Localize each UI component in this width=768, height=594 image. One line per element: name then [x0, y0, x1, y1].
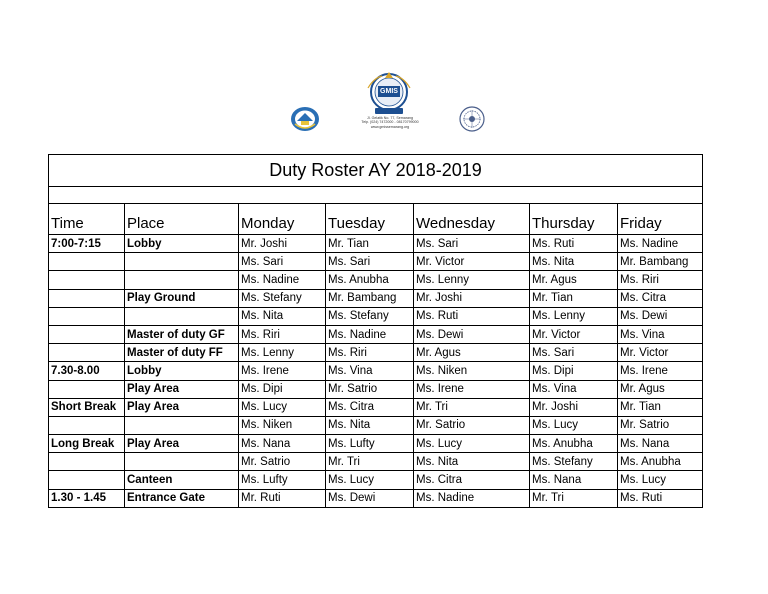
- cell-wednesday: Ms. Sari: [414, 235, 530, 253]
- cell-tuesday: Ms. Nadine: [326, 325, 414, 343]
- cell-wednesday: Ms. Lenny: [414, 271, 530, 289]
- header-place: Place: [125, 204, 239, 235]
- cell-time: [49, 307, 125, 325]
- cell-thursday: Mr. Tian: [530, 289, 618, 307]
- cell-thursday: Ms. Lucy: [530, 416, 618, 434]
- cell-friday: Mr. Satrio: [618, 416, 703, 434]
- cell-tuesday: Ms. Anubha: [326, 271, 414, 289]
- cell-monday: Ms. Dipi: [239, 380, 326, 398]
- cell-tuesday: Mr. Satrio: [326, 380, 414, 398]
- cell-time: [49, 253, 125, 271]
- header-row: [49, 204, 703, 235]
- address-line-1: Jl. Gelatik No. 77, Semarang: [367, 116, 413, 120]
- cell-monday: Ms. Riri: [239, 325, 326, 343]
- cell-friday: Ms. Ruti: [618, 489, 703, 507]
- header-monday: Monday: [239, 204, 326, 235]
- cell-monday: Mr. Satrio: [239, 453, 326, 471]
- cell-tuesday: Mr. Bambang: [326, 289, 414, 307]
- address-line-2: Telp. (024) 7472000 - 08170799000: [361, 120, 419, 125]
- cell-wednesday: Mr. Agus: [414, 344, 530, 362]
- cell-time: 1.30 - 1.45: [49, 489, 125, 507]
- header-friday: Friday: [618, 204, 703, 235]
- duty-roster-table: [48, 154, 703, 508]
- header-tuesday: Tuesday: [326, 204, 414, 235]
- cell-wednesday: Ms. Nita: [414, 453, 530, 471]
- cell-thursday: Ms. Stefany: [530, 453, 618, 471]
- cell-time: [49, 325, 125, 343]
- cell-monday: Ms. Lenny: [239, 344, 326, 362]
- cell-friday: Ms. Dewi: [618, 307, 703, 325]
- cell-wednesday: Ms. Citra: [414, 471, 530, 489]
- cell-place: Master of duty GF: [125, 325, 239, 343]
- cell-time: [49, 344, 125, 362]
- title-row: [49, 155, 703, 187]
- cell-tuesday: Ms. Nita: [326, 416, 414, 434]
- table-row: [49, 435, 703, 453]
- cell-place: [125, 271, 239, 289]
- table-row: [49, 416, 703, 434]
- cell-thursday: Ms. Sari: [530, 344, 618, 362]
- cell-friday: Ms. Vina: [618, 325, 703, 343]
- cell-time: [49, 471, 125, 489]
- school-logo-text: GMIS: [380, 88, 398, 95]
- cell-friday: Mr. Bambang: [618, 253, 703, 271]
- cell-wednesday: Mr. Joshi: [414, 289, 530, 307]
- cell-place: Play Area: [125, 380, 239, 398]
- cell-thursday: Mr. Tri: [530, 489, 618, 507]
- cell-tuesday: Ms. Lucy: [326, 471, 414, 489]
- spacer-row: [49, 187, 703, 204]
- cell-monday: Ms. Niken: [239, 416, 326, 434]
- cell-wednesday: Ms. Ruti: [414, 307, 530, 325]
- cell-friday: Ms. Riri: [618, 271, 703, 289]
- cell-monday: Ms. Nadine: [239, 271, 326, 289]
- cell-thursday: Ms. Nita: [530, 253, 618, 271]
- cell-tuesday: Mr. Tian: [326, 235, 414, 253]
- cell-thursday: Ms. Lenny: [530, 307, 618, 325]
- header-wednesday: Wednesday: [414, 204, 530, 235]
- table-row: [49, 253, 703, 271]
- cell-place: Lobby: [125, 235, 239, 253]
- cell-wednesday: Ms. Lucy: [414, 435, 530, 453]
- table-row: [49, 453, 703, 471]
- cell-thursday: Ms. Dipi: [530, 362, 618, 380]
- cell-place: Canteen: [125, 471, 239, 489]
- table-row: [49, 325, 703, 343]
- cell-monday: Ms. Stefany: [239, 289, 326, 307]
- cell-friday: Ms. Nadine: [618, 235, 703, 253]
- cell-thursday: Mr. Agus: [530, 271, 618, 289]
- table-row: [49, 235, 703, 253]
- table-row: [49, 489, 703, 507]
- cell-friday: Ms. Irene: [618, 362, 703, 380]
- cell-wednesday: Mr. Tri: [414, 398, 530, 416]
- cell-friday: Ms. Anubha: [618, 453, 703, 471]
- cell-monday: Ms. Irene: [239, 362, 326, 380]
- cell-friday: Ms. Nana: [618, 435, 703, 453]
- cell-time: [49, 380, 125, 398]
- cell-friday: Ms. Citra: [618, 289, 703, 307]
- cell-wednesday: Mr. Victor: [414, 253, 530, 271]
- cell-monday: Ms. Lucy: [239, 398, 326, 416]
- seal-icon: [455, 104, 489, 134]
- cell-time: [49, 271, 125, 289]
- cell-place: [125, 453, 239, 471]
- header-time: Time: [49, 204, 125, 235]
- cell-monday: Ms. Nita: [239, 307, 326, 325]
- cell-thursday: Mr. Joshi: [530, 398, 618, 416]
- cell-tuesday: Ms. Dewi: [326, 489, 414, 507]
- cell-monday: Mr. Joshi: [239, 235, 326, 253]
- cell-monday: Ms. Lufty: [239, 471, 326, 489]
- cell-wednesday: Ms. Dewi: [414, 325, 530, 343]
- table-row: [49, 471, 703, 489]
- cell-time: [49, 289, 125, 307]
- cell-friday: Ms. Lucy: [618, 471, 703, 489]
- cell-time: [49, 416, 125, 434]
- address-line-3: www.gmissemarang.org: [370, 124, 410, 129]
- table-row: [49, 307, 703, 325]
- cell-friday: Mr. Tian: [618, 398, 703, 416]
- cell-place: Play Ground: [125, 289, 239, 307]
- cell-friday: Mr. Victor: [618, 344, 703, 362]
- cell-place: Play Area: [125, 435, 239, 453]
- cell-wednesday: Ms. Niken: [414, 362, 530, 380]
- cell-tuesday: Ms. Stefany: [326, 307, 414, 325]
- table-row: [49, 271, 703, 289]
- table-row: [49, 380, 703, 398]
- cell-time: 7:00-7:15: [49, 235, 125, 253]
- cell-time: [49, 453, 125, 471]
- header-thursday: Thursday: [530, 204, 618, 235]
- cell-tuesday: Ms. Vina: [326, 362, 414, 380]
- cell-time: Long Break: [49, 435, 125, 453]
- cell-thursday: Ms. Vina: [530, 380, 618, 398]
- cell-thursday: Ms. Nana: [530, 471, 618, 489]
- cell-tuesday: Ms. Lufty: [326, 435, 414, 453]
- cell-place: Entrance Gate: [125, 489, 239, 507]
- cell-thursday: Ms. Anubha: [530, 435, 618, 453]
- roster-title: Duty Roster AY 2018-2019: [49, 155, 703, 187]
- cell-place: Master of duty FF: [125, 344, 239, 362]
- cell-place: Play Area: [125, 398, 239, 416]
- cell-monday: Ms. Sari: [239, 253, 326, 271]
- cell-tuesday: Mr. Tri: [326, 453, 414, 471]
- cell-monday: Mr. Ruti: [239, 489, 326, 507]
- education-emblem-icon: [288, 104, 322, 134]
- table-row: [49, 398, 703, 416]
- cell-time: Short Break: [49, 398, 125, 416]
- cell-thursday: Mr. Victor: [530, 325, 618, 343]
- table-row: [49, 344, 703, 362]
- cell-place: [125, 307, 239, 325]
- cell-tuesday: Ms. Riri: [326, 344, 414, 362]
- cell-monday: Ms. Nana: [239, 435, 326, 453]
- cell-tuesday: Ms. Sari: [326, 253, 414, 271]
- cell-friday: Mr. Agus: [618, 380, 703, 398]
- cell-place: [125, 416, 239, 434]
- school-address: [340, 116, 440, 129]
- cell-wednesday: Ms. Irene: [414, 380, 530, 398]
- table-row: [49, 362, 703, 380]
- cell-place: Lobby: [125, 362, 239, 380]
- school-logo-icon: [364, 70, 414, 118]
- cell-thursday: Ms. Ruti: [530, 235, 618, 253]
- table-row: [49, 289, 703, 307]
- cell-time: 7.30-8.00: [49, 362, 125, 380]
- cell-place: [125, 253, 239, 271]
- cell-wednesday: Mr. Satrio: [414, 416, 530, 434]
- cell-wednesday: Ms. Nadine: [414, 489, 530, 507]
- cell-tuesday: Ms. Citra: [326, 398, 414, 416]
- letterhead: [0, 0, 768, 150]
